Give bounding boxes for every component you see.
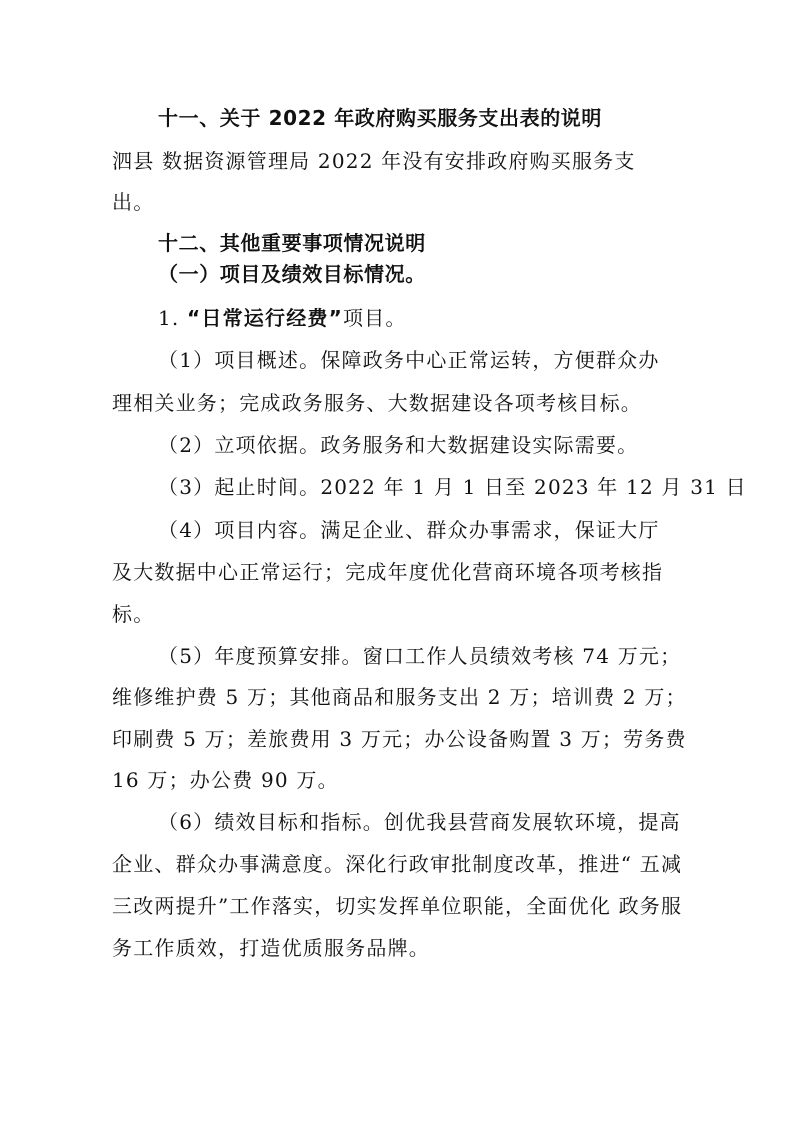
item-1-title — [0, 304, 794, 332]
paragraph-line: 维修维护费 5 万；其他商品和服务支出 2 万；培训费 2 万； — [112, 685, 687, 709]
paragraph-line: 三改两提升”工作落实，切实发挥单位职能，全面优化 政务服 — [112, 894, 683, 918]
paragraph-line: （2）立项依据。政务服务和大数据建设实际需要。 — [158, 433, 639, 457]
section-12-subtitle: （一）项目及绩效目标情况。 — [158, 262, 426, 286]
item-1-name: “日常运行经费” — [187, 306, 343, 330]
item-1-suffix: 项目。 — [342, 306, 407, 330]
paragraph-line: 16 万；办公费 90 万。 — [112, 768, 339, 792]
section-11-body-line: 出。 — [112, 190, 155, 214]
paragraph-line: 务工作质效，打造优质服务品牌。 — [112, 936, 430, 960]
paragraph-line: 企业、群众办事满意度。深化行政审批制度改革，推进“ 五减 — [112, 852, 683, 876]
paragraph-line: （6）绩效目标和指标。创优我县营商发展软环境，提高 — [158, 810, 681, 834]
paragraph-line: （1）项目概述。保障政务中心正常运转，方便群众办 — [158, 348, 660, 372]
section-11-body-line: 泗县 数据资源管理局 2022 年没有安排政府购买服务支 — [112, 149, 636, 173]
paragraph-line: （4）项目内容。满足企业、群众办事需求，保证大厅 — [158, 518, 660, 542]
paragraph-line: 及大数据中心正常运行；完成年度优化营商环境各项考核指 — [112, 560, 664, 584]
item-1-prefix: 1. — [158, 306, 188, 330]
section-11-title: 十一、关于 2022 年政府购买服务支出表的说明 — [158, 106, 602, 130]
paragraph-line: 理相关业务；完成政务服务、大数据建设各项考核目标。 — [112, 391, 642, 415]
paragraph-line: 印刷费 5 万；差旅费用 3 万元；办公设备购置 3 万；劳务费 — [112, 727, 687, 751]
paragraph-line: 标。 — [112, 602, 155, 626]
paragraph-line: （5）年度预算安排。窗口工作人员绩效考核 74 万元； — [158, 644, 682, 668]
paragraph-line: （3）起止时间。2022 年 1 月 1 日至 2023 年 12 月 31 日 — [158, 475, 747, 499]
section-12-title: 十二、其他重要事项情况说明 — [158, 231, 426, 255]
